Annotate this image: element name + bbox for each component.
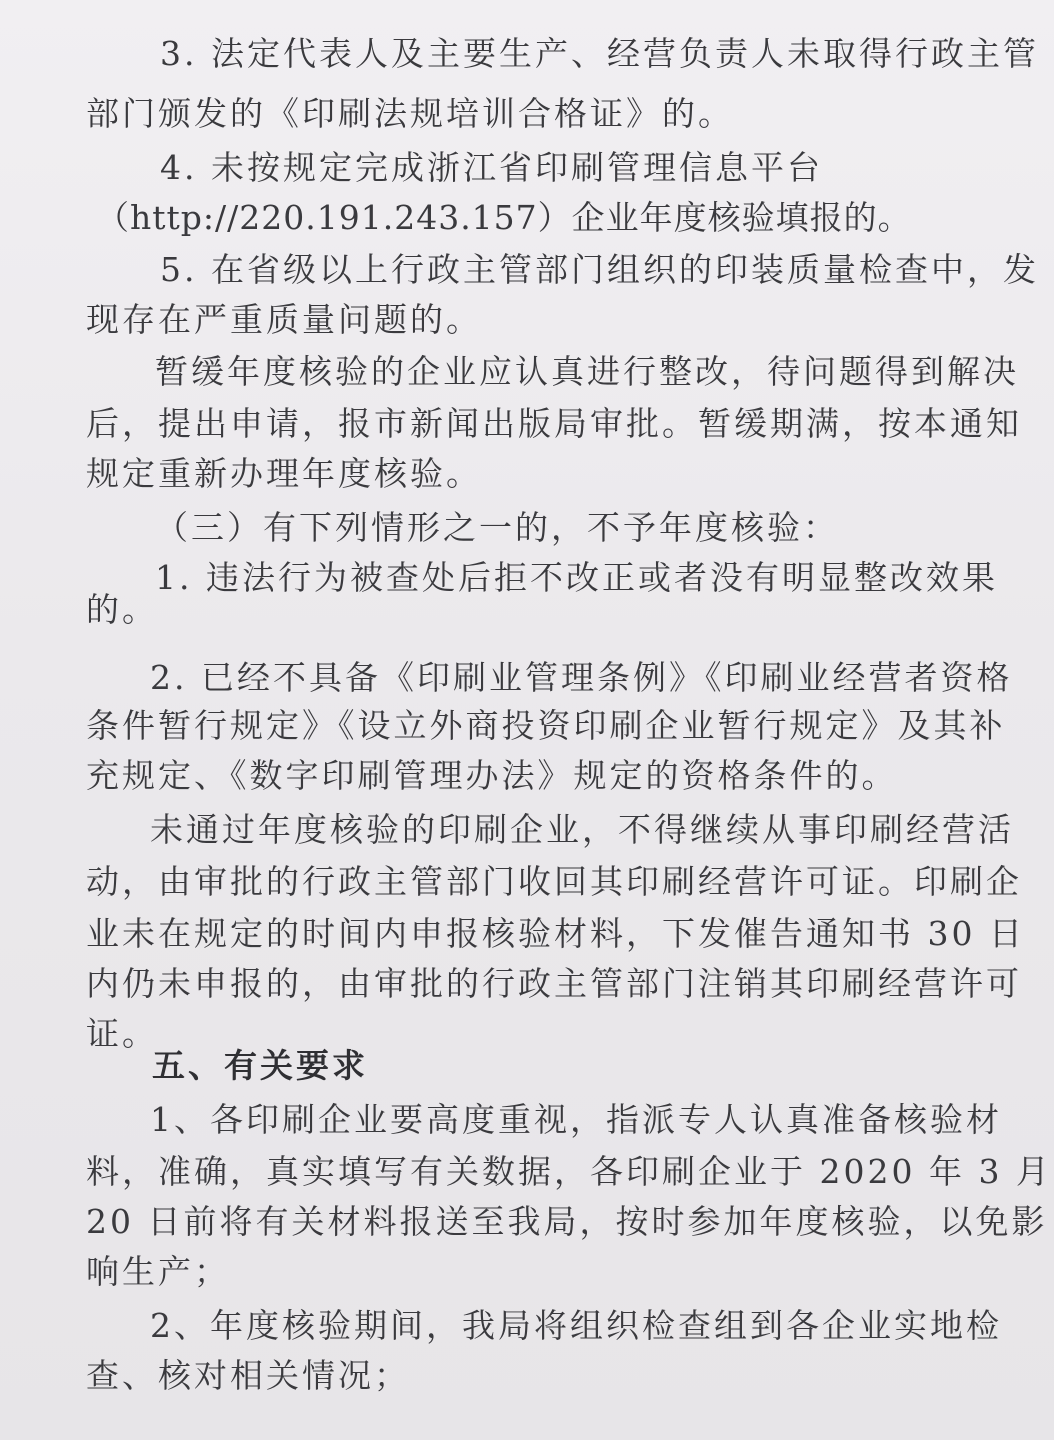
text-line: 2. 已经不具备《印刷业管理条例》《印刷业经营者资格: [150, 658, 1013, 697]
text-line: 未通过年度核验的印刷企业，不得继续从事印刷经营活: [150, 810, 1014, 849]
text-line: 响生产；: [86, 1252, 230, 1291]
text-line: 2、年度核验期间，我局将组织检查组到各企业实地检: [150, 1306, 1002, 1345]
text-line: 现存在严重质量问题的。: [86, 300, 482, 339]
text-line: 20 日前将有关材料报送至我局，按时参加年度核验，以免影: [86, 1202, 1048, 1241]
text-line: 5. 在省级以上行政主管部门组织的印装质量检查中，发: [160, 250, 1039, 289]
text-line: 后，提出申请，报市新闻出版局审批。暂缓期满，按本通知: [86, 404, 1022, 443]
text-line: 的。: [86, 590, 158, 629]
text-line: 条件暂行规定》《设立外商投资印刷企业暂行规定》及其补: [86, 706, 1006, 745]
text-line: 4. 未按规定完成浙江省印刷管理信息平台: [160, 148, 823, 187]
text-line: 1. 违法行为被查处后拒不改正或者没有明显整改效果: [155, 558, 998, 597]
text-line: 查、核对相关情况；: [86, 1356, 410, 1395]
text-line: 动，由审批的行政主管部门收回其印刷经营许可证。印刷企: [86, 862, 1022, 901]
text-line: 充规定、《数字印刷管理办法》规定的资格条件的。: [86, 756, 898, 795]
text-line: （三）有下列情形之一的，不予年度核验：: [155, 508, 839, 547]
section-heading: 五、有关要求: [152, 1046, 368, 1085]
text-line: 3. 法定代表人及主要生产、经营负责人未取得行政主管: [160, 34, 1039, 73]
text-line: 1、各印刷企业要高度重视，指派专人认真准备核验材: [150, 1100, 1002, 1139]
text-line: 料，准确，真实填写有关数据，各印刷企业于 2020 年 3 月: [86, 1152, 1052, 1191]
text-line: 部门颁发的《印刷法规培训合格证》的。: [86, 94, 734, 133]
text-line: 证。: [86, 1014, 158, 1053]
text-line: 业未在规定的时间内申报核验材料，下发催告通知书 30 日: [86, 914, 1025, 953]
text-line: 内仍未申报的，由审批的行政主管部门注销其印刷经营许可: [86, 964, 1022, 1003]
text-line: 暂缓年度核验的企业应认真进行整改，待问题得到解决: [155, 352, 1019, 391]
text-line: （http://220.191.243.157）企业年度核验填报的。: [96, 198, 912, 237]
text-line: 规定重新办理年度核验。: [86, 454, 482, 493]
